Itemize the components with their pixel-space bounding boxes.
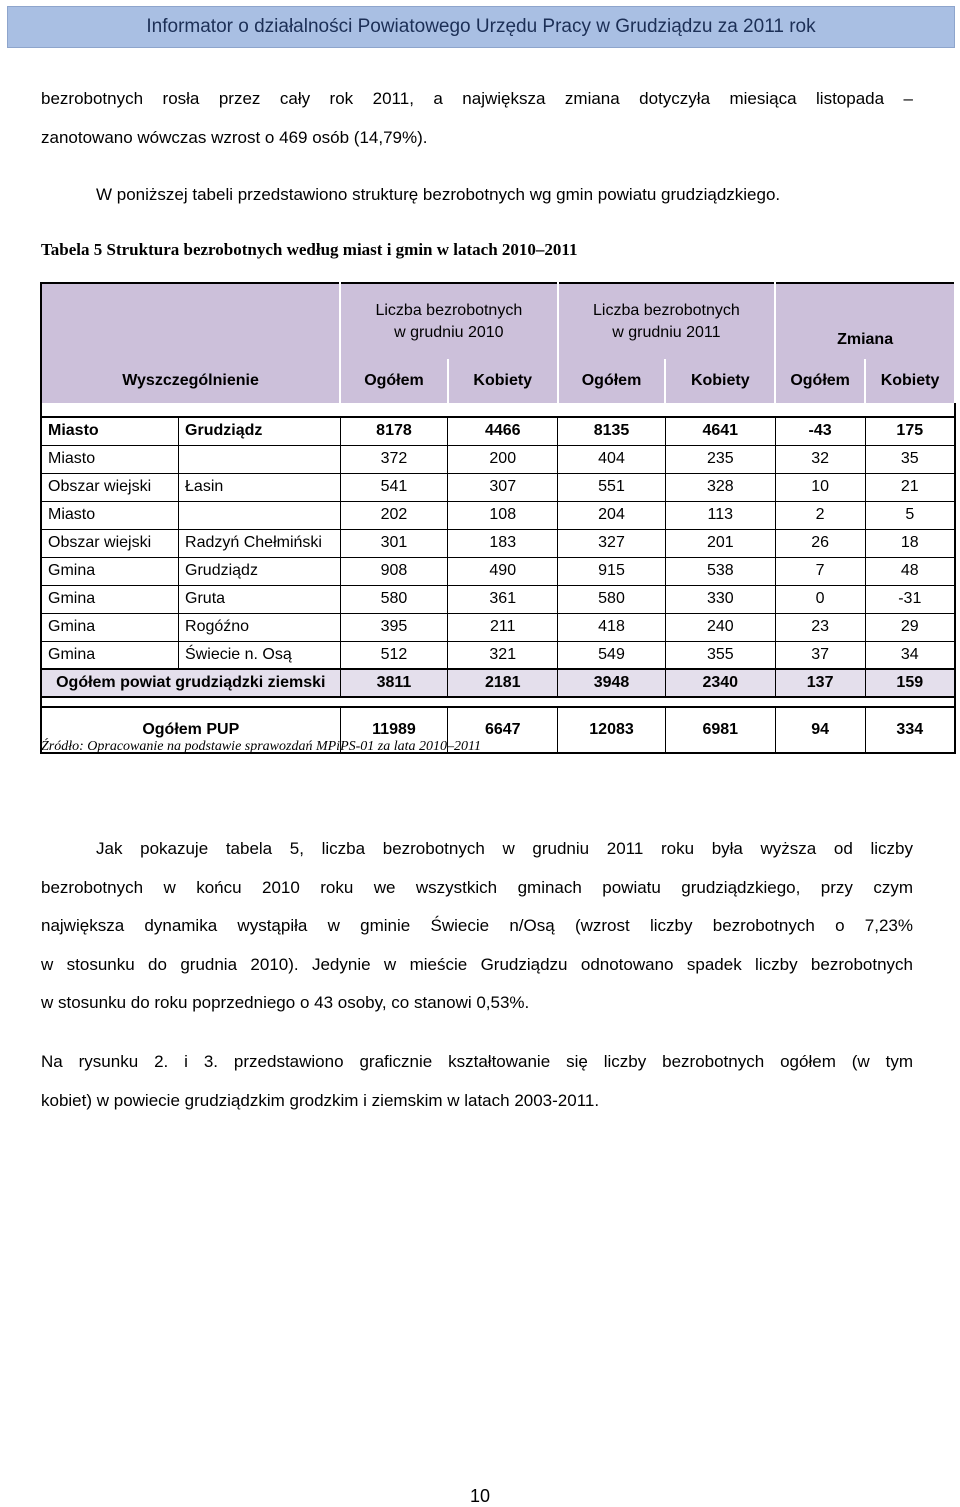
body-line: w stosunku do grudnia 2010). Jedynie w mieście Grudziądzu odnotowano spadek liczby bezrobotnych <box>41 954 913 974</box>
row-value: 372 <box>340 445 448 473</box>
row-value: 29 <box>865 613 955 641</box>
row-value: 211 <box>448 613 558 641</box>
row-value: 418 <box>558 613 666 641</box>
row-value: 175 <box>865 417 955 445</box>
header-group-2010-line2: w grudniu 2010 <box>394 323 504 341</box>
total-pup-value: 6981 <box>665 707 775 753</box>
row-value: 551 <box>558 473 666 501</box>
body-line: kobiet) w powiecie grudziądzkim grodzkim i ziemskim w latach 2003-2011. <box>41 1090 600 1110</box>
row-type: Obszar wiejski <box>41 473 179 501</box>
table-source: Źródło: Opracowanie na podstawie sprawozdań MPiPS-01 za lata 2010–2011 <box>41 739 481 754</box>
row-value: 538 <box>665 557 775 585</box>
total-powiat-value: 2181 <box>448 669 558 697</box>
intro-line-1: bezrobotnych rosła przez cały rok 2011, a największa zmiana dotyczyła miesiąca listopada – <box>41 89 913 108</box>
row-value: 2 <box>775 501 865 529</box>
header-group-2011 <box>558 283 776 359</box>
row-value: 26 <box>775 529 865 557</box>
body-line: Na rysunku 2. i 3. przedstawiono graficznie kształtowanie się liczby bezrobotnych ogółem (w tym <box>41 1052 913 1071</box>
total-powiat-value: 159 <box>865 669 955 697</box>
row-name: Radzyń Chełmiński <box>179 529 341 557</box>
row-value: 404 <box>558 445 666 473</box>
row-value: 915 <box>558 557 666 585</box>
row-type: Miasto <box>41 445 179 473</box>
row-value: 908 <box>340 557 448 585</box>
unemployment-table <box>40 282 956 754</box>
row-name: Gruta <box>179 585 341 613</box>
header-group-2011-line2: w grudniu 2011 <box>612 323 721 341</box>
row-value: 328 <box>665 473 775 501</box>
header-empty-cell <box>41 283 340 359</box>
total-pup-value: 94 <box>775 707 865 753</box>
row-value: 8178 <box>340 417 448 445</box>
table-row <box>41 557 955 585</box>
total-powiat-value: 2340 <box>665 669 775 697</box>
total-powiat-value: 3948 <box>558 669 666 697</box>
row-value: 327 <box>558 529 666 557</box>
row-name: Grudziądz <box>179 417 341 445</box>
table-row <box>41 529 955 557</box>
sub-header-change-total: Ogółem <box>775 359 865 403</box>
row-value: 37 <box>775 641 865 669</box>
row-value: 108 <box>448 501 558 529</box>
table-spacer <box>41 697 955 707</box>
total-powiat-value: 3811 <box>340 669 448 697</box>
row-value: -43 <box>775 417 865 445</box>
table-row <box>41 445 955 473</box>
row-value: 580 <box>340 585 448 613</box>
row-value: 202 <box>340 501 448 529</box>
row-value: 0 <box>775 585 865 613</box>
body-line: bezrobotnych w końcu 2010 roku we wszystkich gminach powiatu grudziądzkiego, przy czym <box>41 877 913 897</box>
total-pup-label: Ogółem PUP <box>41 707 340 753</box>
body-line: największa dynamika wystąpiła w gminie Świecie n/Osą (wzrost liczby bezrobotnych o 7,23% <box>41 916 913 935</box>
row-value: 321 <box>448 641 558 669</box>
row-type: Gmina <box>41 641 179 669</box>
row-value: 549 <box>558 641 666 669</box>
row-value: 580 <box>558 585 666 613</box>
row-type: Gmina <box>41 585 179 613</box>
table-row <box>41 613 955 641</box>
row-value: 330 <box>665 585 775 613</box>
row-value: 23 <box>775 613 865 641</box>
sub-header-2011-total: Ogółem <box>558 359 666 403</box>
body-line: Jak pokazuje tabela 5, liczba bezrobotnych w grudniu 2011 roku była wyższa od liczby <box>96 839 913 858</box>
row-value: -31 <box>865 585 955 613</box>
row-name: Grudziądz <box>179 557 341 585</box>
row-type: Gmina <box>41 557 179 585</box>
row-value: 541 <box>340 473 448 501</box>
header-group-2011-line1: Liczba bezrobotnych <box>593 301 740 319</box>
total-powiat-label: Ogółem powiat grudziądzki ziemski <box>41 669 340 697</box>
header-group-change: Zmiana <box>775 283 955 359</box>
row-value: 512 <box>340 641 448 669</box>
table-caption: Tabela 5 Struktura bezrobotnych według miast i gmin w latach 2010–2011 <box>41 240 578 259</box>
table-row <box>41 473 955 501</box>
row-value: 4466 <box>448 417 558 445</box>
row-type: Miasto <box>41 501 179 529</box>
row-type: Obszar wiejski <box>41 529 179 557</box>
row-value: 7 <box>775 557 865 585</box>
row-value: 48 <box>865 557 955 585</box>
row-value: 301 <box>340 529 448 557</box>
row-value: 183 <box>448 529 558 557</box>
header-title: Informator o działalności Powiatowego Urzędu Pracy w Grudziądzu za 2011 rok <box>146 16 816 37</box>
body-line: w stosunku do roku poprzedniego o 43 osoby, co stanowi 0,53%. <box>41 993 530 1012</box>
row-value: 34 <box>865 641 955 669</box>
row-value: 395 <box>340 613 448 641</box>
table-row <box>41 417 955 445</box>
row-value: 32 <box>775 445 865 473</box>
sub-header-2010-women: Kobiety <box>448 359 558 403</box>
total-pup-value: 6647 <box>448 707 558 753</box>
row-type: Miasto <box>41 417 179 445</box>
sub-header-change-women: Kobiety <box>865 359 955 403</box>
row-value: 490 <box>448 557 558 585</box>
table-spacer <box>41 403 955 417</box>
total-pup-value: 334 <box>865 707 955 753</box>
row-value: 307 <box>448 473 558 501</box>
row-value: 21 <box>865 473 955 501</box>
table-row <box>41 641 955 669</box>
total-powiat-value: 137 <box>775 669 865 697</box>
table-row-total-powiat <box>41 669 955 697</box>
table-body <box>41 417 955 669</box>
row-name <box>179 501 341 529</box>
row-value: 4641 <box>665 417 775 445</box>
sub-header-2010-total: Ogółem <box>340 359 448 403</box>
row-value: 355 <box>665 641 775 669</box>
sub-header-2011-women: Kobiety <box>665 359 775 403</box>
row-value: 361 <box>448 585 558 613</box>
document-header <box>7 6 955 48</box>
row-value: 235 <box>665 445 775 473</box>
page-number: 10 <box>469 1486 491 1506</box>
row-name: Łasin <box>179 473 341 501</box>
row-name <box>179 445 341 473</box>
total-pup-value: 11989 <box>340 707 448 753</box>
table-group-header-row <box>41 283 955 359</box>
table-row <box>41 585 955 613</box>
row-value: 204 <box>558 501 666 529</box>
row-value: 240 <box>665 613 775 641</box>
row-value: 201 <box>665 529 775 557</box>
row-value: 200 <box>448 445 558 473</box>
row-value: 10 <box>775 473 865 501</box>
row-type: Gmina <box>41 613 179 641</box>
header-group-2010 <box>340 283 558 359</box>
row-name: Świecie n. Osą <box>179 641 341 669</box>
row-name: Rogóźno <box>179 613 341 641</box>
header-group-2010-line1: Liczba bezrobotnych <box>375 301 523 319</box>
intro-line-3: W poniższej tabeli przedstawiono strukturę bezrobotnych wg gmin powiatu grudziądzkiego. <box>96 185 781 204</box>
row-value: 8135 <box>558 417 666 445</box>
row-value: 113 <box>665 501 775 529</box>
row-value: 35 <box>865 445 955 473</box>
row-value: 18 <box>865 529 955 557</box>
header-row-label: Wyszczególnienie <box>41 359 340 403</box>
intro-line-2: zanotowano wówczas wzrost o 469 osób (14,79%). <box>41 128 428 147</box>
total-pup-value: 12083 <box>558 707 666 753</box>
row-value: 5 <box>865 501 955 529</box>
table-sub-header-row <box>41 359 955 403</box>
table-row <box>41 501 955 529</box>
